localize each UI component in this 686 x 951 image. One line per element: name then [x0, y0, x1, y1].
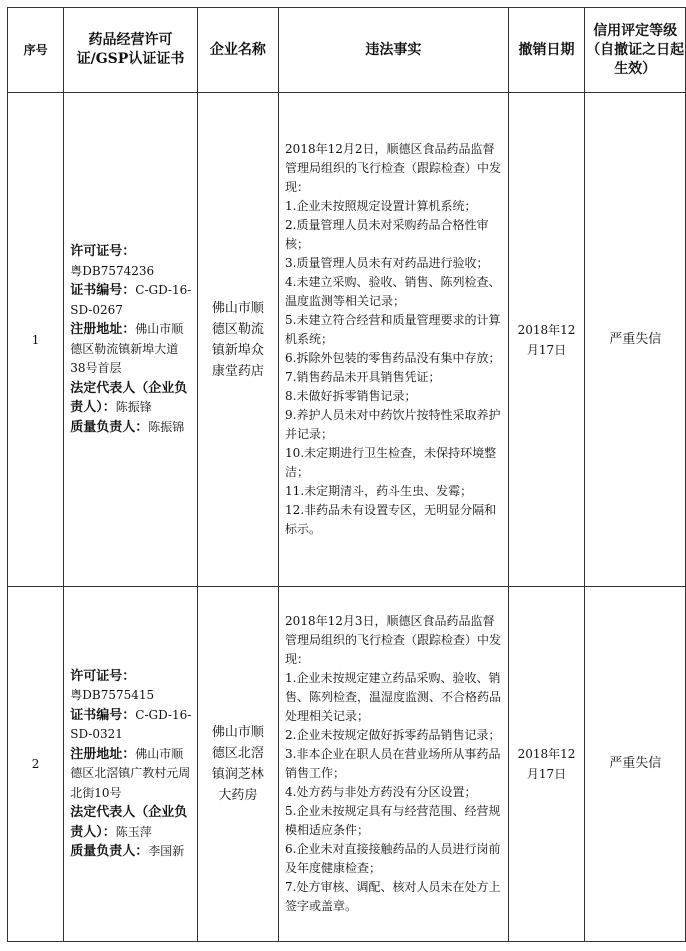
- license-key: 法定代表人（企业负责人）：: [70, 380, 188, 415]
- fact-item: 7.销售药品未开具销售凭证；: [285, 370, 441, 384]
- cell-seq: 2: [8, 587, 64, 942]
- license-line: [70, 242, 192, 262]
- license-line: [70, 262, 192, 282]
- cell-facts: [279, 93, 509, 587]
- fact-item: 3.非本企业在职人员在营业场所从事药品销售工作；: [285, 747, 501, 780]
- fact-item: 3.质量管理人员未有对药品进行验收；: [285, 256, 489, 270]
- table-header-row: [8, 8, 686, 93]
- license-value: 陈玉萍: [115, 824, 152, 839]
- fact-item: 2018年12月2日，顺德区食品药品监督管理局组织的飞行检查（跟踪检查）中发现：: [285, 142, 502, 194]
- fact-item: 5.企业未按规定具有与经营范围、经营规模相适应条件；: [285, 804, 501, 837]
- fact-item: 12.非药品未有设置专区，无明显分隔和标示。: [285, 503, 497, 536]
- license-line: [70, 667, 192, 687]
- license-line: [70, 706, 192, 745]
- fact-item: 9.养护人员未对中药饮片按特性采取养护并记录；: [285, 408, 501, 441]
- cell-facts: [279, 587, 509, 942]
- license-value: 粤DB7574236: [70, 263, 155, 278]
- cell-credit: 严重失信: [585, 93, 686, 587]
- fact-item: 2018年12月3日，顺德区食品药品监督管理局组织的飞行检查（跟踪检查）中发现：: [285, 614, 502, 666]
- fact-item: 6.拆除外包装的零售药品没有集中存放；: [285, 351, 501, 365]
- table-row: [8, 93, 686, 587]
- license-key: 注册地址：: [70, 322, 136, 337]
- license-key: 证书编号：: [70, 707, 136, 723]
- fact-item: 10.未定期进行卫生检查，未保持环境整洁；: [285, 446, 497, 479]
- license-key: 许可证号：: [70, 244, 136, 259]
- fact-item: 2.企业未按规定做好拆零药品销售记录；: [285, 728, 501, 742]
- license-key: 质量负责人：: [70, 419, 149, 435]
- cell-enterprise: 佛山市顺德区北滘镇润芝林大药房: [197, 587, 278, 942]
- fact-item: 1.企业未按照规定设置计算机系统；: [285, 199, 477, 213]
- fact-item: 4.处方药与非处方药没有分区设置；: [285, 785, 477, 799]
- header-license: 药品经营许可证/GSP认证证书: [64, 8, 197, 93]
- fact-item: 7.处方审核、调配、核对人员未在处方上签字或盖章。: [285, 880, 501, 913]
- penalty-table-wrapper: [7, 7, 686, 942]
- license-line: [70, 418, 192, 438]
- license-value: 李国新: [148, 844, 185, 858]
- fact-item: 1.企业未按规定建立药品采购、验收、销售、陈列检查，温湿度监测、不合格药品处理相关记录；: [285, 671, 502, 723]
- fact-item: 5.未建立符合经营和质量管理要求的计算机系统；: [285, 313, 501, 346]
- license-value: 陈振锋: [115, 400, 152, 414]
- cell-revoke-date: 2018年12月17日: [508, 93, 585, 587]
- cell-credit: 严重失信: [585, 587, 686, 942]
- fact-item: 6.企业未对直接接触药品的人员进行岗前及年度健康检查；: [285, 842, 501, 875]
- license-value: C-GD-16-SD-0321: [70, 707, 192, 741]
- fact-item: 11.未定期清斗，药斗生虫、发霉；: [285, 484, 473, 498]
- revocation-table: [7, 7, 686, 942]
- license-key: 证书编号：: [70, 283, 136, 298]
- header-seq: 序号: [8, 8, 64, 93]
- license-line: [70, 320, 192, 379]
- license-line: [70, 686, 192, 706]
- license-line: [70, 281, 192, 320]
- cell-revoke-date: 2018年12月17日: [508, 587, 585, 942]
- license-value: 佛山市顺德区勒流镇新埠大道38号首层: [70, 322, 184, 375]
- table-row: [8, 587, 686, 942]
- license-value: 粤DB7575415: [70, 688, 155, 702]
- license-line: [70, 803, 192, 842]
- header-revoke-date: 撤销日期: [508, 8, 585, 93]
- license-key: 质量负责人：: [70, 844, 149, 859]
- header-facts: 违法事实: [279, 8, 509, 93]
- fact-item: 8.未做好拆零销售记录；: [285, 389, 417, 403]
- license-key: 许可证号：: [70, 668, 136, 684]
- cell-license: [64, 587, 197, 942]
- cell-seq: 1: [8, 93, 64, 587]
- cell-enterprise: 佛山市顺德区勒流镇新埠众康堂药店: [197, 93, 278, 587]
- cell-license: [64, 93, 197, 587]
- fact-item: 2.质量管理人员未对采购药品合格性审核；: [285, 218, 489, 251]
- license-value: 佛山市顺德区北滘镇广教村元周北街10号: [70, 746, 191, 800]
- header-enterprise: 企业名称: [197, 8, 278, 93]
- license-key: 法定代表人（企业负责人）：: [70, 805, 188, 840]
- license-line: [70, 745, 192, 804]
- license-key: 注册地址：: [70, 746, 136, 762]
- license-value: C-GD-16-SD-0267: [70, 283, 192, 317]
- license-line: [70, 842, 192, 862]
- fact-item: 4.未建立采购、验收、销售、陈列检查、温度监测等相关记录；: [285, 275, 501, 308]
- license-line: [70, 379, 192, 418]
- header-credit: 信用评定等级（自撤证之日起生效）: [585, 8, 686, 93]
- license-value: 陈振锦: [148, 419, 185, 434]
